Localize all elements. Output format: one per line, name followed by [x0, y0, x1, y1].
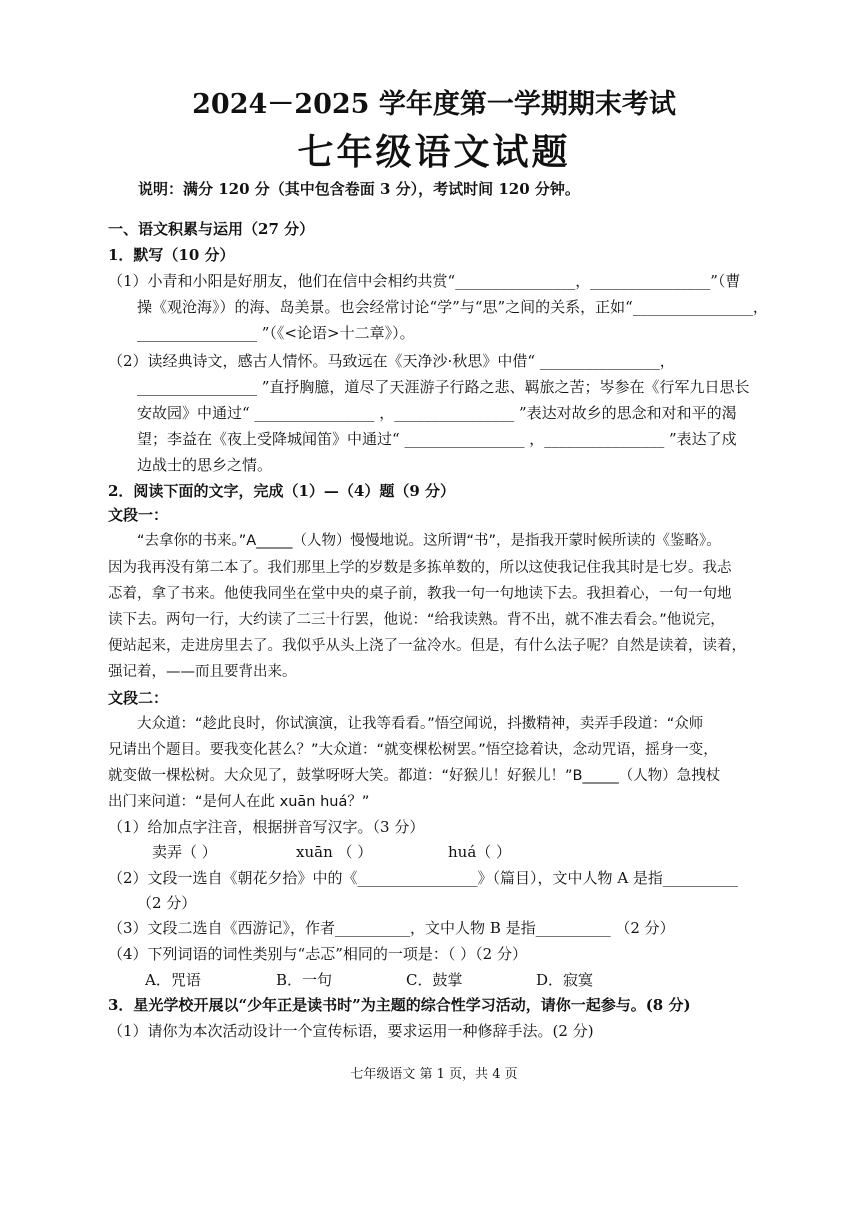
- q1-p1-line2: 操《观沧海》）的海、岛美景。也会经常讨论“学”与“思”之间的关系，正如“________________，: [137, 298, 768, 316]
- q2-sub1-item1: 卖弄（ ）: [152, 843, 217, 861]
- q2-sub1: （1）给加点字注音，根据拼音写汉字。（3 分）: [108, 818, 425, 836]
- q1-p2-line4: 望；李益在《夜上受降城闻笛》中通过“ ________________ ，________________ ”表达了戍: [137, 430, 737, 448]
- q2-sub2-line2: （2 分）: [137, 894, 197, 912]
- option-d: D．寂寞: [536, 971, 594, 989]
- passage2-line3: 就变做一棵松树。大众见了，鼓掌呀呀大笑。都道：“好猴儿！好猴儿！”B_____（人物）急拽杖: [108, 768, 721, 784]
- q3-sub1: （1）请你为本次活动设计一个宣传标语，要求运用一种修辞手法。(2 分): [108, 1022, 594, 1040]
- passage1-line6: 强记着，——而且要背出来。: [108, 664, 297, 680]
- option-c: C．鼓掌: [406, 971, 463, 989]
- q2-title: 2．阅读下面的文字，完成（1）—（4）题（9 分）: [108, 482, 455, 500]
- passage1-line5: 便站起来，走进房里去了。我似乎从头上浇了一盆冷水。但是，有什么法子呢？自然是读着，读着，: [108, 638, 746, 654]
- q3-title: 3．星光学校开展以“少年正是读书时”为主题的综合性学习活动，请你一起参与。(8 分): [108, 996, 691, 1014]
- q1-p2-line3: 安故园》中通过“ ________________ ，________________ ”表达对故乡的思念和对和平的渴: [137, 404, 737, 422]
- option-b: B．一句: [276, 971, 333, 989]
- section1-heading: 一、语文积累与运用（27 分）: [108, 220, 315, 238]
- passage2-label: 文段二：: [108, 689, 169, 707]
- option-a: A．咒语: [145, 971, 201, 989]
- page-footer: 七年级语文 第 1 页，共 4 页: [350, 1067, 518, 1082]
- passage2-line4: 出门来问道：“是何人在此 xuān huá？”: [108, 794, 370, 810]
- passage1-label: 文段一：: [108, 506, 169, 524]
- exam-title: 2024－2025 学年度第一学期期末考试: [192, 89, 676, 120]
- passage1-line1: “去拿你的书来。”A_____（人物）慢慢地说。这所谓“书”，是指我开蒙时候所读的《鉴略》。: [137, 533, 721, 549]
- passage1-line3: 忑着，拿了书来。他使我同坐在堂中央的桌子前，教我一句一句地读下去。我担着心，一句一句地: [108, 586, 732, 602]
- q1-title: 1．默写（10 分）: [108, 246, 235, 264]
- q1-p1-line1: （1）小青和小阳是好朋友，他们在信中会相约共赏“________________，________________”（曹: [108, 272, 741, 290]
- q1-p2-line5: 边战士的思乡之情。: [137, 456, 273, 474]
- q2-sub3: （3）文段二选自《西游记》，作者__________，文中人物 B 是指__________ （2 分）: [108, 919, 675, 937]
- q1-p2-line1: （2）读经典诗文，感古人情怀。马致远在《天净沙·秋思》中借“ ________________，: [108, 352, 675, 370]
- q1-p2-line2: ________________ ”直抒胸臆，道尽了天涯游子行路之悲、羁旅之苦；岑参在《行军九日思长: [137, 378, 750, 396]
- exam-note: 说明：满分 120 分（其中包含卷面 3 分），考试时间 120 分钟。: [138, 180, 580, 198]
- q2-sub1-item2: xuān （ ）: [296, 843, 373, 861]
- subject-title: 七年级语文试题: [297, 131, 571, 173]
- passage1-line4: 读下去。两句一行，大约读了二三十行罢，他说：“给我读熟。背不出，就不准去看会。”他说完，: [108, 612, 725, 628]
- q2-sub2-line1: （2）文段一选自《朝花夕拾》中的《________________》（篇目），文中人物 A 是指__________: [108, 869, 738, 887]
- q2-sub1-item3: huá（ ）: [448, 843, 512, 861]
- q1-p1-line3: ________________ ”（《<论语>十二章》）。: [137, 324, 415, 342]
- passage1-line2: 因为我再没有第二本了。我们那里上学的岁数是多拣单数的，所以这使我记住我其时是七岁。我忐: [108, 560, 732, 576]
- passage2-line1: 大众道：“趁此良时，你试演演，让我等看看。”悟空闻说，抖擞精神，卖弄手段道：“众师: [137, 716, 704, 732]
- q2-sub4: （4）下列词语的词性类别与“忐忑”相同的一项是：（ ）（2 分）: [108, 945, 527, 963]
- passage2-line2: 兄请出个题目。要我变化甚么？”大众道：“就变棵松树罢。”悟空捻着诀，念动咒语，摇身一变，: [108, 742, 718, 758]
